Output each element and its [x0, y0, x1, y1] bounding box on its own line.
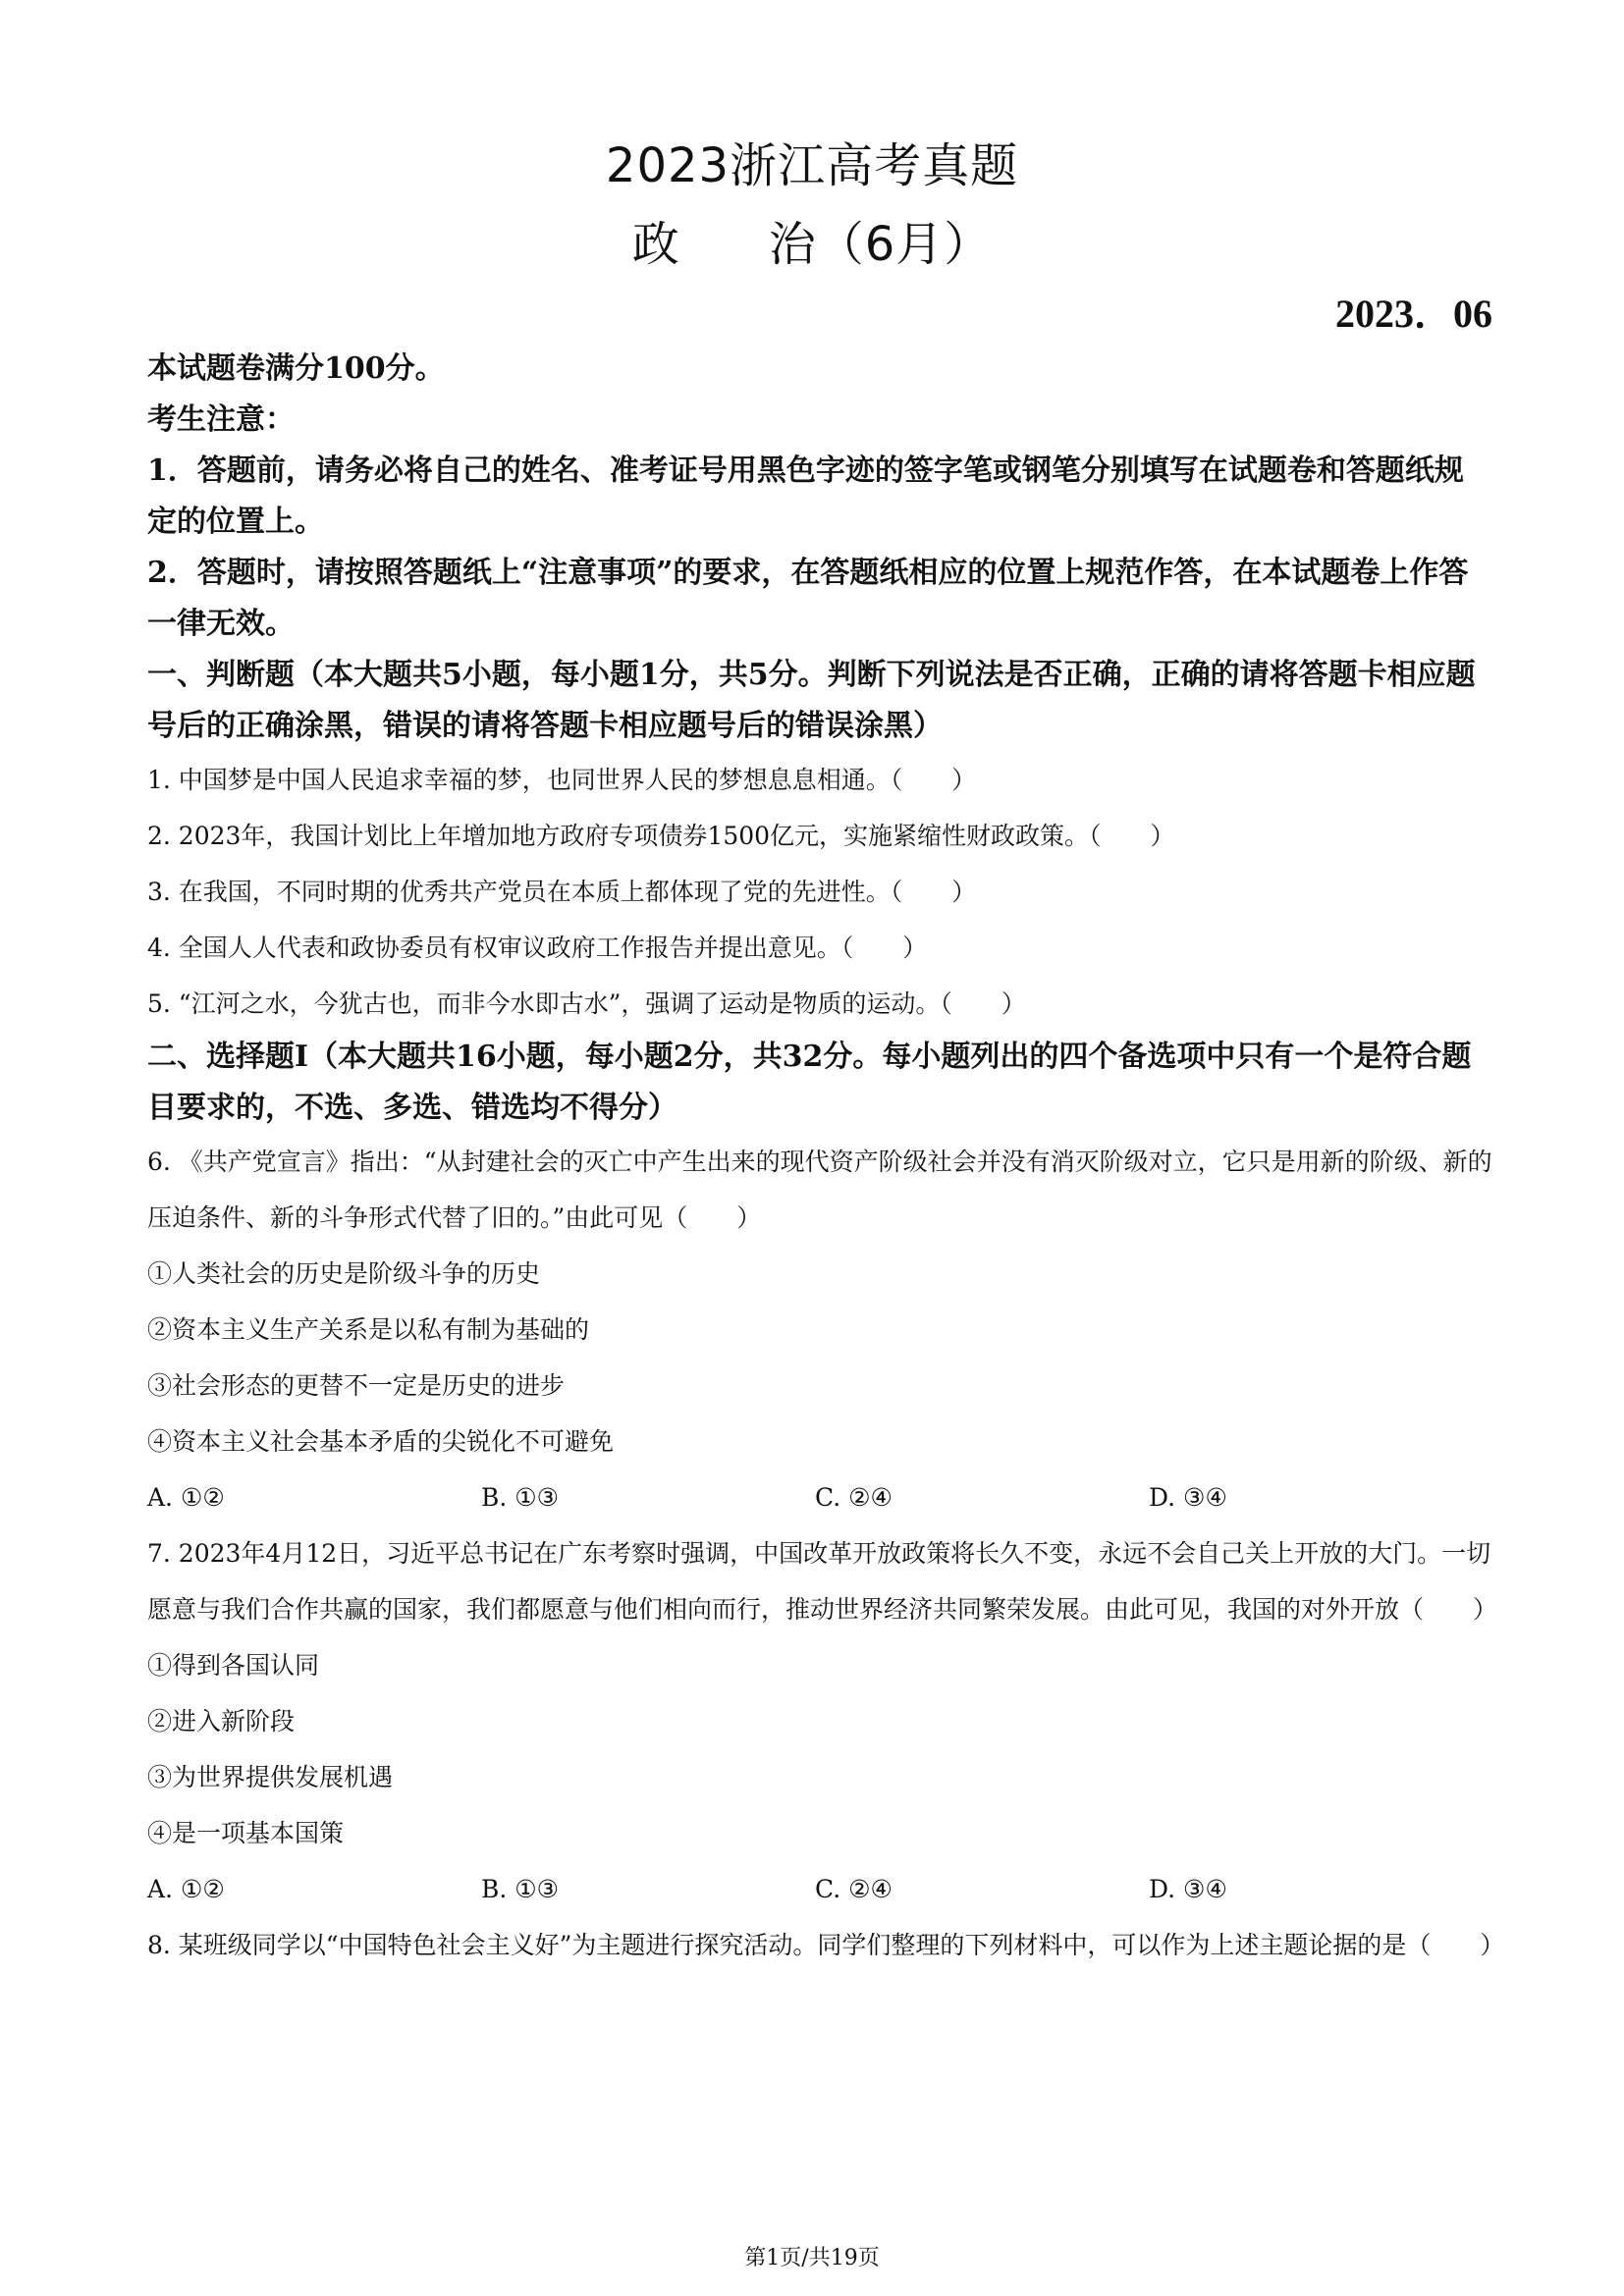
question-6-stem: 6. 《共产党宣言》指出：“从封建社会的灭亡中产生出来的现代资产阶级社会并没有消灭阶级对立，它只是用新的阶级、新的压迫条件、新的斗争形式代替了旧的。”由此可见（ ）	[147, 1148, 1492, 1232]
question-7-statement-1: ①得到各国认同	[147, 1651, 320, 1680]
question-4: 4. 全国人人代表和政协委员有权审议政府工作报告并提出意见。（ ）	[147, 934, 928, 962]
notice-item-2: 2．答题时，请按照答题纸上“注意事项”的要求，在答题纸相应的位置上规范作答，在本试题卷上作答一律无效。	[147, 556, 1469, 641]
subject-title-right: 治（6月）	[768, 217, 993, 272]
subject-title	[0, 206, 1624, 274]
question-7-stem: 7. 2023年4月12日，习近平总书记在广东考察时强调，中国改革开放政策将长久不变，永远不会自己关上开放的大门。一切愿意与我们合作共赢的国家，我们都愿意与他们相向而行，推动世界经济共同繁荣发展。由此可见，我国的对外开放（ ）	[147, 1539, 1498, 1624]
question-6-options	[147, 1469, 1492, 1525]
exam-date: 2023．06	[1335, 292, 1492, 336]
notice-item-1: 1．答题前，请务必将自己的姓名、准考证号用黑色字迹的签字笔或钢笔分别填写在试题卷和答题纸规定的位置上。	[147, 454, 1464, 539]
question-7-statement-3: ③为世界提供发展机遇	[147, 1763, 394, 1791]
attention-label: 考生注意：	[147, 402, 295, 437]
question-8-stem: 8. 某班级同学以“中国特色社会主义好”为主题进行探究活动。同学们整理的下列材料中，可以作为上述主题论据的是（ ）	[147, 1931, 1505, 1959]
question-5: 5. “江河之水，今犹古也，而非今水即古水”，强调了运动是物质的运动。（ ）	[147, 989, 1026, 1018]
question-6-statement-3: ③社会形态的更替不一定是历史的进步	[147, 1371, 566, 1400]
question-6-option-d: D. ③④	[1149, 1483, 1227, 1512]
question-6-option-a: A. ①②	[147, 1483, 225, 1512]
question-6-option-b: B. ①③	[481, 1483, 560, 1512]
question-6-option-c: C. ②④	[815, 1483, 893, 1512]
question-6-statement-4: ④资本主义社会基本矛盾的尖锐化不可避免	[147, 1427, 615, 1456]
question-7-statement-4: ④是一项基本国策	[147, 1819, 345, 1847]
subject-title-left: 政	[631, 217, 680, 272]
question-6-statement-2: ②资本主义生产关系是以私有制为基础的	[147, 1315, 590, 1344]
question-3: 3. 在我国，不同时期的优秀共产党员在本质上都体现了党的先进性。（ ）	[147, 878, 977, 906]
question-7-option-a: A. ①②	[147, 1875, 225, 1903]
exam-content	[147, 344, 1505, 1973]
question-7-option-d: D. ③④	[1149, 1875, 1227, 1903]
question-6-statement-1: ①人类社会的历史是阶级斗争的历史	[147, 1259, 541, 1288]
section-1-heading: 一、判断题（本大题共5小题，每小题1分，共5分。判断下列说法是否正确，正确的请将答题卡相应题号后的正确涂黑，错误的请将答题卡相应题号后的错误涂黑）	[147, 658, 1476, 743]
question-7-options	[147, 1861, 1492, 1917]
section-2-heading: 二、选择题Ⅰ（本大题共16小题，每小题2分，共32分。每小题列出的四个备选项中只有一个是符合题目要求的，不选、多选、错选均不得分）	[147, 1040, 1472, 1125]
question-1: 1. 中国梦是中国人民追求幸福的梦，也同世界人民的梦想息息相通。（ ）	[147, 766, 977, 794]
question-7-option-c: C. ②④	[815, 1875, 893, 1903]
total-score: 本试题卷满分100分。	[147, 351, 445, 386]
page-number: 第1页/共19页	[744, 2246, 880, 2270]
exam-title: 2023浙江高考真题	[605, 138, 1019, 193]
question-7-statement-2: ②进入新阶段	[147, 1707, 296, 1735]
question-2: 2. 2023年，我国计划比上年增加地方政府专项债券1500亿元，实施紧缩性财政政策。（ ）	[147, 822, 1175, 850]
question-7-option-b: B. ①③	[481, 1875, 560, 1903]
